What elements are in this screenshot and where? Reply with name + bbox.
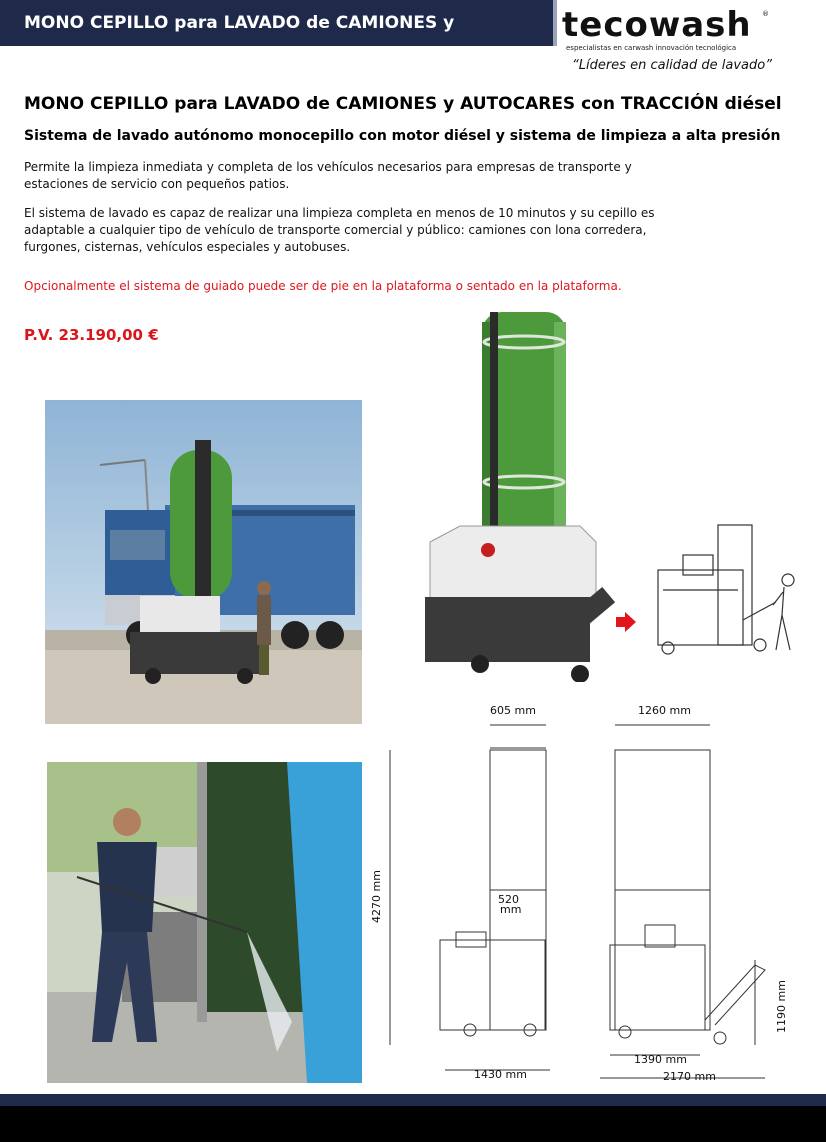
page-heading: MONO CEPILLO para LAVADO de CAMIONES y AUTOCARES con TRACCIÓN diésel bbox=[24, 94, 782, 114]
dim-width-front: 1260 mm bbox=[638, 704, 691, 717]
brand-logo bbox=[562, 5, 769, 56]
dimension-drawing bbox=[370, 700, 826, 1090]
dim-width-side: 605 mm bbox=[490, 704, 536, 717]
photo-pressure-wash bbox=[47, 762, 362, 1083]
header-banner bbox=[0, 0, 553, 79]
dim-length-side: 1430 mm bbox=[474, 1068, 527, 1081]
optional-note: Opcionalmente el sistema de guiado puede ser de pie en la plataforma o sentado en la plataforma. bbox=[24, 279, 622, 293]
description-paragraph-1: Permite la limpieza inmediata y completa de los vehículos necesarios para empresas de transporte y estaciones de servicio con pequeños patios. bbox=[24, 160, 632, 191]
machine-render bbox=[420, 312, 616, 682]
dim-length-front-inner: 1390 mm bbox=[634, 1053, 687, 1066]
price: P.V. 23.190,00 € bbox=[24, 326, 159, 344]
brand-tagline: especialistas en carwash innovación tecnológica bbox=[566, 44, 737, 52]
footer bbox=[0, 1106, 826, 1142]
footer-band bbox=[0, 1094, 826, 1106]
page-subheading: Sistema de lavado autónomo monocepillo con motor diésel y sistema de limpieza a alta presión bbox=[24, 128, 781, 144]
dim-height-total: 4270 mm bbox=[369, 870, 383, 923]
dim-inner-unit: mm bbox=[500, 903, 522, 916]
operator-sketch bbox=[648, 520, 826, 660]
brand-name: tecowash bbox=[562, 5, 752, 45]
description-paragraph-2: El sistema de lavado es capaz de realizar una limpieza completa en menos de 10 minutos y su cepillo es adaptable a cualquier tipo de vehículo de transporte comercial y público: camiones con lona corredera, furgones, cisternas, vehículos especiales y autobuses. bbox=[24, 206, 655, 254]
dim-length-front-total: 2170 mm bbox=[663, 1070, 716, 1083]
brand-registered-mark: ® bbox=[762, 10, 769, 18]
arrow-right-icon bbox=[616, 612, 636, 632]
photo-truck-wash bbox=[45, 400, 362, 724]
dim-inner-width: 520 bbox=[498, 893, 519, 906]
banner-edge bbox=[553, 0, 557, 46]
banner-title: MONO CEPILLO para LAVADO de CAMIONES y AUTOCARES bbox=[24, 13, 455, 79]
slogan: “Líderes en calidad de lavado” bbox=[572, 58, 772, 73]
dim-height-handle: 1190 mm bbox=[774, 980, 788, 1033]
